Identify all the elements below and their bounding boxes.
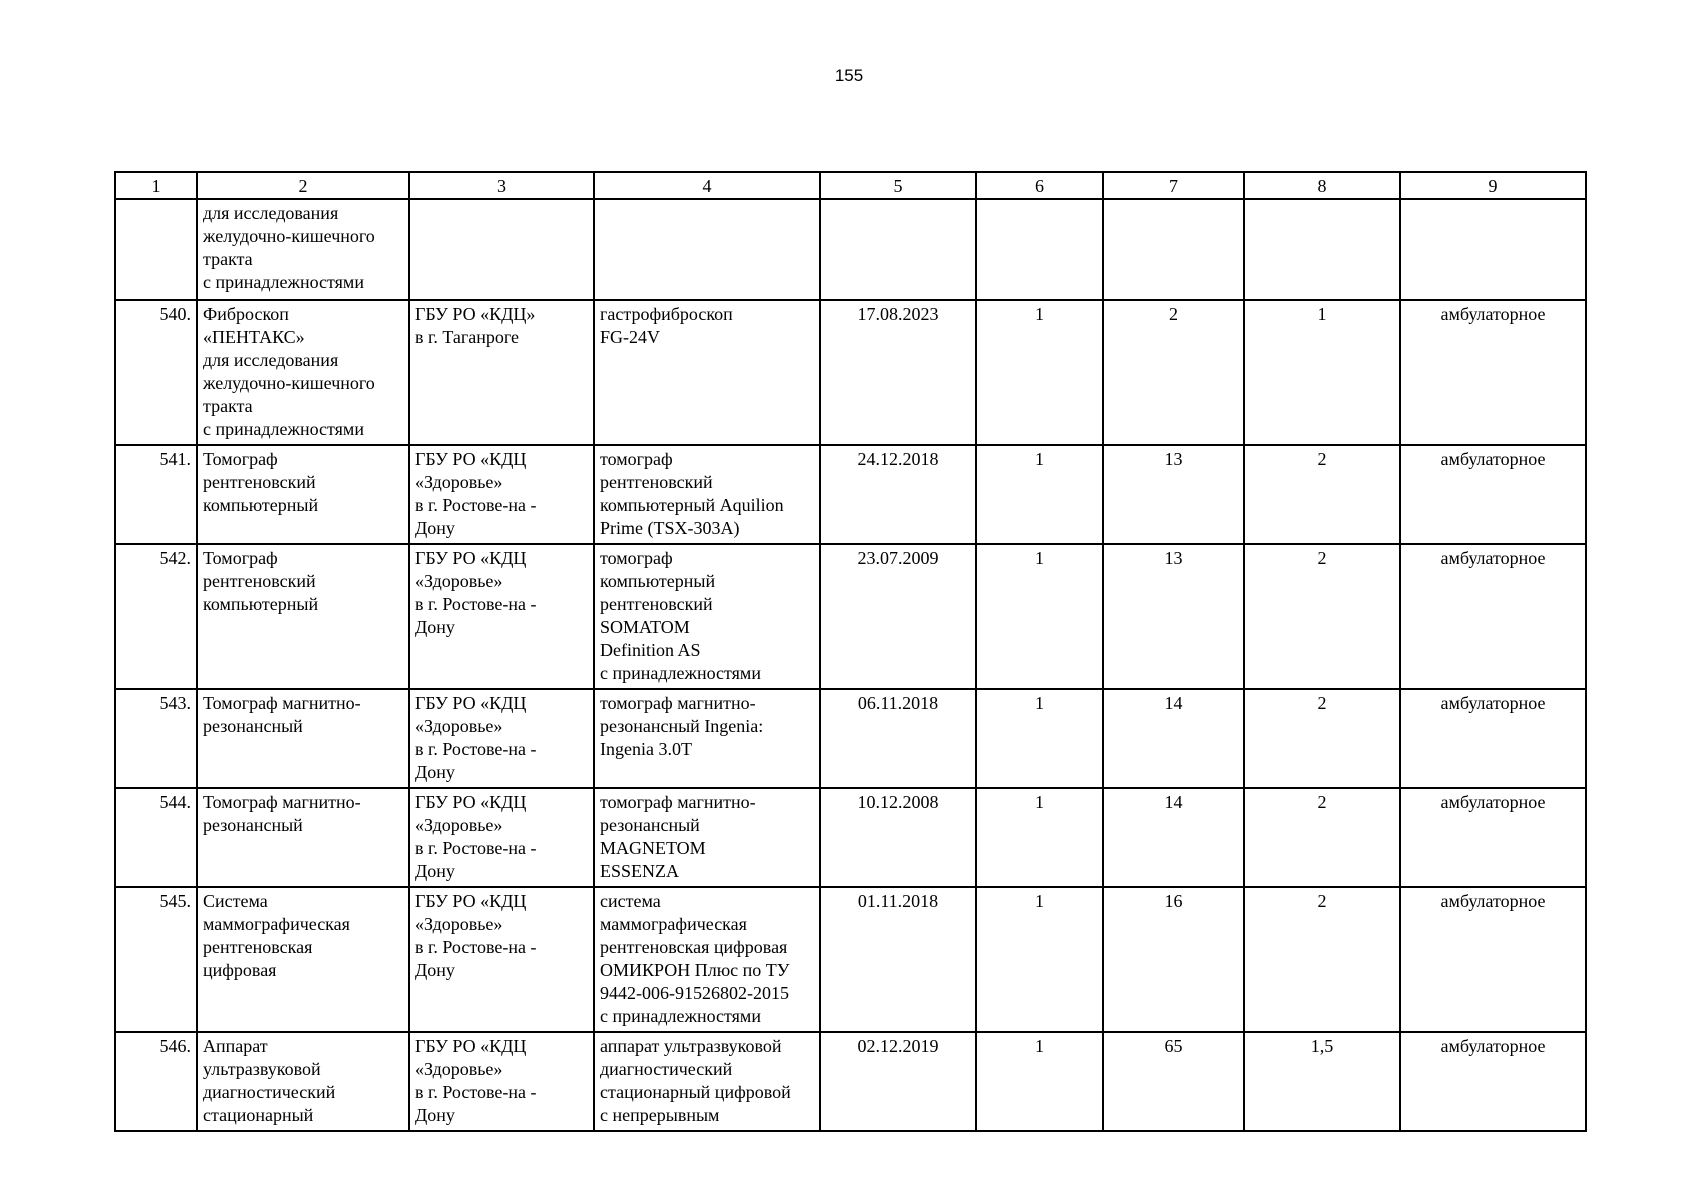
equipment-name: Томограф магнитно- резонансный <box>197 689 409 788</box>
organization: ГБУ РО «КДЦ» в г. Таганроге <box>409 300 594 445</box>
column-7-value: 65 <box>1103 1032 1244 1131</box>
column-7-value: 13 <box>1103 544 1244 689</box>
row-number: 546. <box>115 1032 197 1131</box>
column-8-value: 2 <box>1244 445 1400 544</box>
table-row <box>115 689 1586 788</box>
organization: ГБУ РО «КДЦ «Здоровье» в г. Ростове-на - Дону <box>409 1032 594 1131</box>
organization: ГБУ РО «КДЦ «Здоровье» в г. Ростове-на - Дону <box>409 689 594 788</box>
row-number <box>115 199 197 300</box>
install-date: 24.12.2018 <box>820 445 976 544</box>
install-date: 10.12.2008 <box>820 788 976 887</box>
equipment-name: Томограф рентгеновский компьютерный <box>197 445 409 544</box>
column-number-4: 4 <box>594 172 820 199</box>
equipment-model: томограф магнитно- резонансный MAGNETOM ESSENZA <box>594 788 820 887</box>
column-6-value: 1 <box>976 1032 1103 1131</box>
column-8-value: 2 <box>1244 887 1400 1032</box>
care-type: амбулаторное <box>1400 300 1586 445</box>
equipment-model: аппарат ультразвуковой диагностический стационарный цифровой с непрерывным <box>594 1032 820 1131</box>
equipment-name: для исследования желудочно-кишечного тракта с принадлежностями <box>197 199 409 300</box>
column-7-value: 16 <box>1103 887 1244 1032</box>
column-6-value: 1 <box>976 887 1103 1032</box>
table-row <box>115 788 1586 887</box>
column-8-value: 2 <box>1244 544 1400 689</box>
equipment-name: Томограф магнитно- резонансный <box>197 788 409 887</box>
column-number-9: 9 <box>1400 172 1586 199</box>
equipment-table <box>114 171 1587 1132</box>
row-number: 541. <box>115 445 197 544</box>
table-header <box>115 172 1586 199</box>
header-row <box>115 172 1586 199</box>
column-8-value: 1 <box>1244 300 1400 445</box>
equipment-model <box>594 199 820 300</box>
equipment-name: Фиброскоп «ПЕНТАКС» для исследования желудочно-кишечного тракта с принадлежностями <box>197 300 409 445</box>
column-6-value: 1 <box>976 544 1103 689</box>
column-number-3: 3 <box>409 172 594 199</box>
care-type: амбулаторное <box>1400 544 1586 689</box>
column-number-8: 8 <box>1244 172 1400 199</box>
column-number-1: 1 <box>115 172 197 199</box>
column-6-value: 1 <box>976 788 1103 887</box>
row-number: 544. <box>115 788 197 887</box>
care-type: амбулаторное <box>1400 788 1586 887</box>
row-number: 545. <box>115 887 197 1032</box>
organization <box>409 199 594 300</box>
column-7-value: 13 <box>1103 445 1244 544</box>
table-row <box>115 887 1586 1032</box>
column-number-6: 6 <box>976 172 1103 199</box>
row-number: 542. <box>115 544 197 689</box>
row-number: 540. <box>115 300 197 445</box>
equipment-model: система маммографическая рентгеновская цифровая ОМИКРОН Плюс по ТУ 9442-006-91526802-2015 с принадлежностями <box>594 887 820 1032</box>
equipment-name: Томограф рентгеновский компьютерный <box>197 544 409 689</box>
table-row <box>115 445 1586 544</box>
equipment-model: томограф рентгеновский компьютерный Aquilion Prime (TSX-303A) <box>594 445 820 544</box>
equipment-name: Система маммографическая рентгеновская цифровая <box>197 887 409 1032</box>
install-date: 02.12.2019 <box>820 1032 976 1131</box>
column-6-value <box>976 199 1103 300</box>
column-number-5: 5 <box>820 172 976 199</box>
care-type: амбулаторное <box>1400 445 1586 544</box>
column-7-value <box>1103 199 1244 300</box>
install-date <box>820 199 976 300</box>
column-6-value: 1 <box>976 689 1103 788</box>
column-8-value: 2 <box>1244 689 1400 788</box>
table-row <box>115 1032 1586 1131</box>
organization: ГБУ РО «КДЦ «Здоровье» в г. Ростове-на - Дону <box>409 445 594 544</box>
column-number-7: 7 <box>1103 172 1244 199</box>
equipment-model: томограф магнитно- резонансный Ingenia: Ingenia 3.0T <box>594 689 820 788</box>
column-8-value: 2 <box>1244 788 1400 887</box>
equipment-model: томограф компьютерный рентгеновский SOMATOM Definition AS с принадлежностями <box>594 544 820 689</box>
organization: ГБУ РО «КДЦ «Здоровье» в г. Ростове-на - Дону <box>409 887 594 1032</box>
table-row <box>115 199 1586 300</box>
row-number: 543. <box>115 689 197 788</box>
care-type: амбулаторное <box>1400 689 1586 788</box>
install-date: 17.08.2023 <box>820 300 976 445</box>
table-row <box>115 300 1586 445</box>
care-type <box>1400 199 1586 300</box>
organization: ГБУ РО «КДЦ «Здоровье» в г. Ростове-на - Дону <box>409 544 594 689</box>
install-date: 01.11.2018 <box>820 887 976 1032</box>
column-8-value: 1,5 <box>1244 1032 1400 1131</box>
column-6-value: 1 <box>976 445 1103 544</box>
install-date: 06.11.2018 <box>820 689 976 788</box>
care-type: амбулаторное <box>1400 887 1586 1032</box>
column-6-value: 1 <box>976 300 1103 445</box>
table-row <box>115 544 1586 689</box>
column-number-2: 2 <box>197 172 409 199</box>
organization: ГБУ РО «КДЦ «Здоровье» в г. Ростове-на - Дону <box>409 788 594 887</box>
care-type: амбулаторное <box>1400 1032 1586 1131</box>
equipment-model: гастрофиброскоп FG-24V <box>594 300 820 445</box>
column-8-value <box>1244 199 1400 300</box>
column-7-value: 14 <box>1103 788 1244 887</box>
table-body <box>115 199 1586 1131</box>
install-date: 23.07.2009 <box>820 544 976 689</box>
column-7-value: 2 <box>1103 300 1244 445</box>
page-number: 155 <box>834 66 864 85</box>
equipment-name: Аппарат ультразвуковой диагностический стационарный <box>197 1032 409 1131</box>
column-7-value: 14 <box>1103 689 1244 788</box>
